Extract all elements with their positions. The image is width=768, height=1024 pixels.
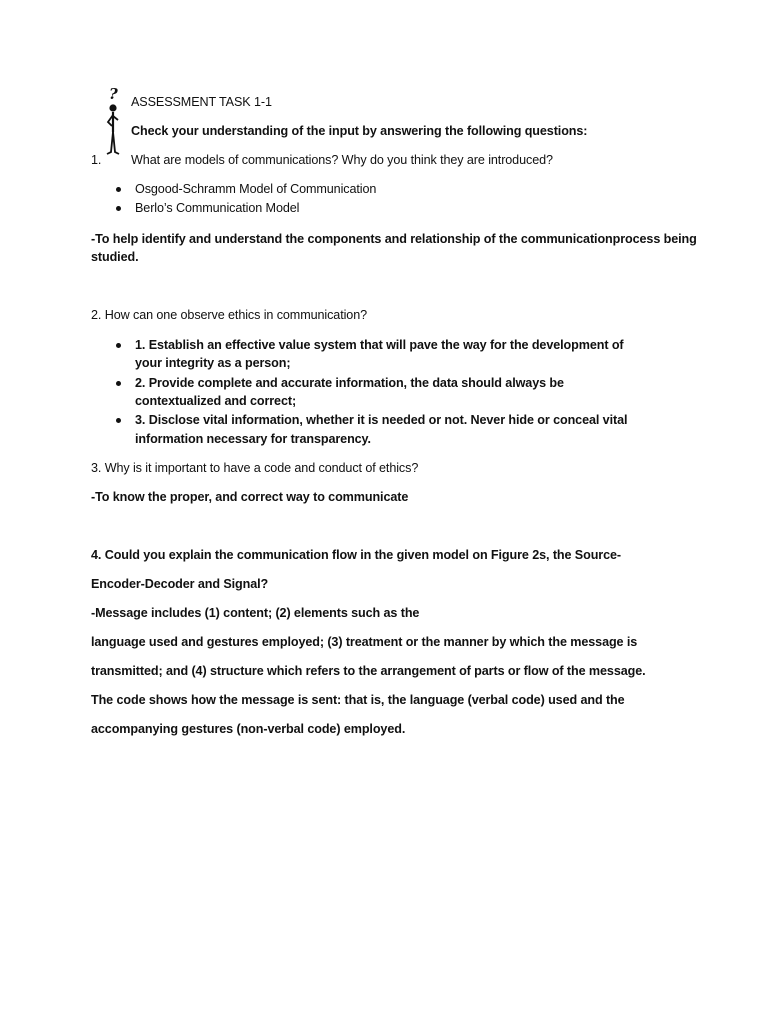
q2-bullet-item-cont: your integrity as a person; xyxy=(135,356,291,370)
q4-answer-line: -Message includes (1) content; (2) elements such as the xyxy=(91,606,420,620)
q4-question-line: Encoder-Decoder and Signal? xyxy=(91,577,269,591)
q4-answer-line: language used and gestures employed; (3) treatment or the manner by which the message is xyxy=(91,635,638,649)
q1-bullet-item: Osgood-Schramm Model of Communication xyxy=(135,182,377,196)
q3-answer: -To know the proper, and correct way to communicate xyxy=(91,490,409,504)
bullet-icon xyxy=(116,343,121,348)
q2-bullet-item: 3. Disclose vital information, whether it is needed or not. Never hide or conceal vital xyxy=(135,413,628,427)
q1-bullet-item: Berlo’s Communication Model xyxy=(135,201,300,215)
q1-answer-line: -To help identify and understand the components and relationship of the communicationprocess being xyxy=(91,232,697,246)
q4-question-line: 4. Could you explain the communication flow in the given model on Figure 2s, the Source- xyxy=(91,548,621,562)
q2-bullet-item-cont: information necessary for transparency. xyxy=(135,432,371,446)
q4-answer-line: transmitted; and (4) structure which refers to the arrangement of parts or flow of the message. xyxy=(91,664,646,678)
bullet-icon xyxy=(116,381,121,386)
q2-bullet-item-cont: contextualized and correct; xyxy=(135,394,297,408)
q4-answer-line: The code shows how the message is sent: that is, the language (verbal code) used and the xyxy=(91,693,625,707)
q2-bullet-item: 1. Establish an effective value system that will pave the way for the development of xyxy=(135,338,624,352)
q3-question: 3. Why is it important to have a code and conduct of ethics? xyxy=(91,461,419,475)
bullet-icon xyxy=(116,187,121,192)
instruction-text: Check your understanding of the input by answering the following questions: xyxy=(131,124,588,138)
assessment-title: ASSESSMENT TASK 1-1 xyxy=(131,95,272,109)
svg-text:?: ? xyxy=(109,86,118,103)
bullet-icon xyxy=(116,418,121,423)
q2-question: 2. How can one observe ethics in communication? xyxy=(91,308,368,322)
thinking-stick-figure-icon xyxy=(103,86,125,158)
q1-number: 1. xyxy=(91,153,102,167)
bullet-icon xyxy=(116,206,121,211)
q1-answer-line: studied. xyxy=(91,250,139,264)
q1-question: What are models of communications? Why do you think they are introduced? xyxy=(131,153,553,167)
q2-bullet-item: 2. Provide complete and accurate information, the data should always be xyxy=(135,376,564,390)
q4-answer-line: accompanying gestures (non-verbal code) employed. xyxy=(91,722,406,736)
